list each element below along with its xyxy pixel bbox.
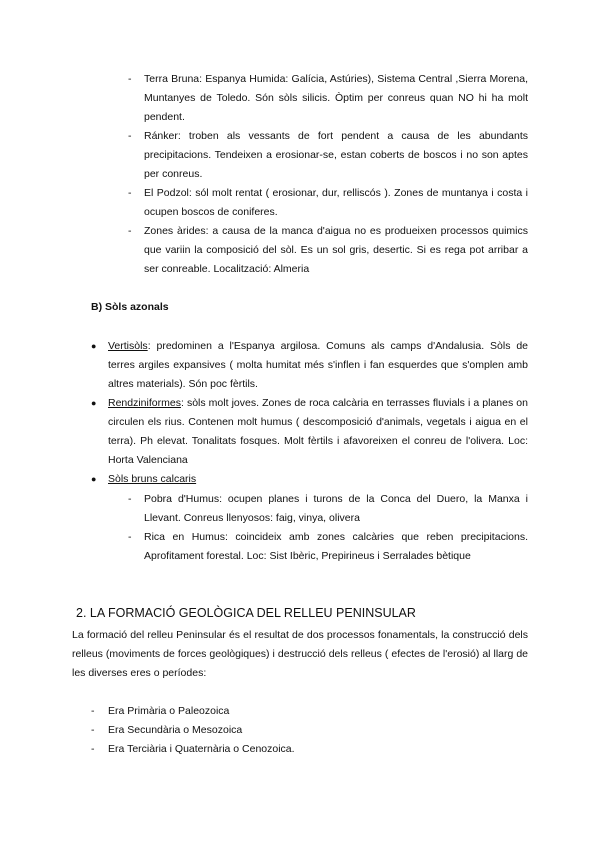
- list-dash: -: [128, 187, 132, 199]
- list-item: Zones àrides: a causa de la manca d'aigua no es produeixen processos quimics que variin la composició del sòl. Es un sol gris, desertic. Si es rega pot arribar a ser conreable. Localització: Almeria: [144, 225, 528, 275]
- list-dash: -: [128, 73, 132, 85]
- sub-list-item: Pobra d'Humus: ocupen planes i turons de la Conca del Duero, la Manxa i Llevant. Conreus llenyosos: faig, vinya, olivera: [144, 493, 528, 524]
- list-dash: -: [91, 724, 95, 736]
- term-description: : sòls molt joves. Zones de roca calcària en terrasses fluvials i a planes on circulen els rius. Contenen molt humus ( descomposició d'animals, vegetals i aigua en el terra). Ph elevat. Tonalitats fosques. Molt fèrtils i afavoreixen el conreu de l'olivera. Loc: Horta Valenciana: [108, 397, 528, 466]
- bullet-icon: ●: [91, 398, 97, 408]
- era-item: Era Primària o Paleozoica: [108, 705, 230, 717]
- intro-paragraph: La formació del relleu Peninsular és el resultat de dos processos fonamentals, la construcció dels relleus (moviments de forces geològiques) i destrucció dels relleus ( efectes de l'erosió) al llarg de les diverses eres o períodes:: [72, 629, 528, 679]
- bullet-icon: ●: [91, 474, 97, 484]
- list-item: Ránker: troben als vessants de fort pendent a causa de les abundants precipitacions. Tendeixen a erosionar-se, estan coberts de boscos i no son aptes per conreus.: [144, 130, 528, 180]
- list-item: [108, 470, 528, 489]
- list-dash: -: [128, 493, 132, 505]
- list-dash: -: [128, 130, 132, 142]
- era-item: Era Secundària o Mesozoica: [108, 724, 243, 736]
- list-dash: -: [91, 705, 95, 717]
- section-2-heading: 2. LA FORMACIÓ GEOLÒGICA DEL RELLEU PENINSULAR: [76, 606, 416, 620]
- list-dash: -: [128, 225, 132, 237]
- list-item: [108, 337, 528, 394]
- section-b-heading: B) Sòls azonals: [91, 301, 169, 313]
- term-label: Sòls bruns calcaris: [108, 473, 197, 485]
- list-dash: -: [91, 743, 95, 755]
- list-item: El Podzol: sól molt rentat ( erosionar, dur, relliscós ). Zones de muntanya i costa i ocupen boscos de coniferes.: [144, 187, 528, 218]
- era-item: Era Terciària i Quaternària o Cenozoica.: [108, 743, 295, 755]
- sub-list-item: Rica en Humus: coincideix amb zones calcàries que reben precipitacions. Aprofitament forestal. Loc: Sist Ibèric, Prepirineus i Serralades bètique: [144, 531, 528, 562]
- term-label: Vertisòls: [108, 340, 148, 352]
- term-label: Rendziniformes: [108, 397, 181, 409]
- bullet-icon: ●: [91, 341, 97, 351]
- term-description: : predominen a l'Espanya argilosa. Comuns als camps d'Andalusia. Sòls de terres argiles expansives ( molta humitat més s'inflen i fan esquerdes que s'omplen amb altres materials). Són poc fèrtils.: [108, 340, 528, 390]
- list-item: [108, 394, 528, 470]
- list-dash: -: [128, 531, 132, 543]
- list-item: Terra Bruna: Espanya Humida: Galícia, Astúries), Sistema Central ,Sierra Morena, Muntanyes de Toledo. Són sòls silicis. Òptim per conreus quan NO hi ha molt pendent.: [144, 73, 528, 123]
